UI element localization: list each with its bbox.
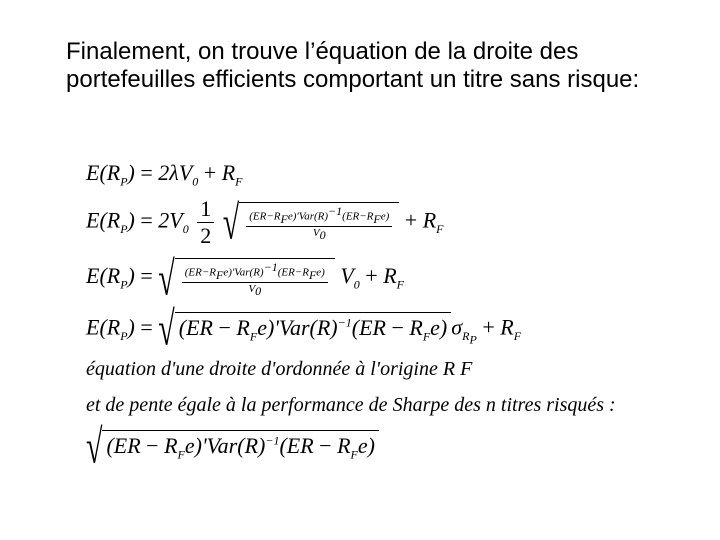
equation-4: $E(R_P)$ = √ $(ER - R_Fe)'Var(R)^{-1}(ER - R_Fe)$ $\sigma_{R_P} + R_F$ [86, 302, 522, 356]
equation-2: $E(R_P) = 2V_0$ $\frac{1}{2}$ √ $\frac{(ER-R_Fe)'Var(R)^{-1}(ER-R_Fe)}{V_0}$ + $R_F$ [86, 196, 444, 250]
sharpe-expression: √ $(ER - R_Fe)'Var(R)^{-1}(ER - R_Fe)$ [86, 430, 379, 465]
fraction-half: $\frac{1}{2}$ [197, 196, 214, 249]
note-line-2: et de pente égale à la performance de Sharpe des n titres risqués : [86, 394, 616, 416]
intro-text: Finalement, on trouve l’équation de la droite des portefeuilles efficients comportant un titre sans risque: [66, 38, 640, 93]
equation-3: $E(R_P)$ = √ $\frac{(ER-R_Fe)'Var(R)^{-1}(ER-R_Fe)}{V_0}$ $V_0 + R_F$ [86, 252, 405, 306]
equation-1: $E(R_P) = 2\lambda V_0 + R_F$ [86, 160, 243, 189]
note-line-1: équation d'une droite d'ordonnée à l'origine R F [86, 358, 473, 380]
